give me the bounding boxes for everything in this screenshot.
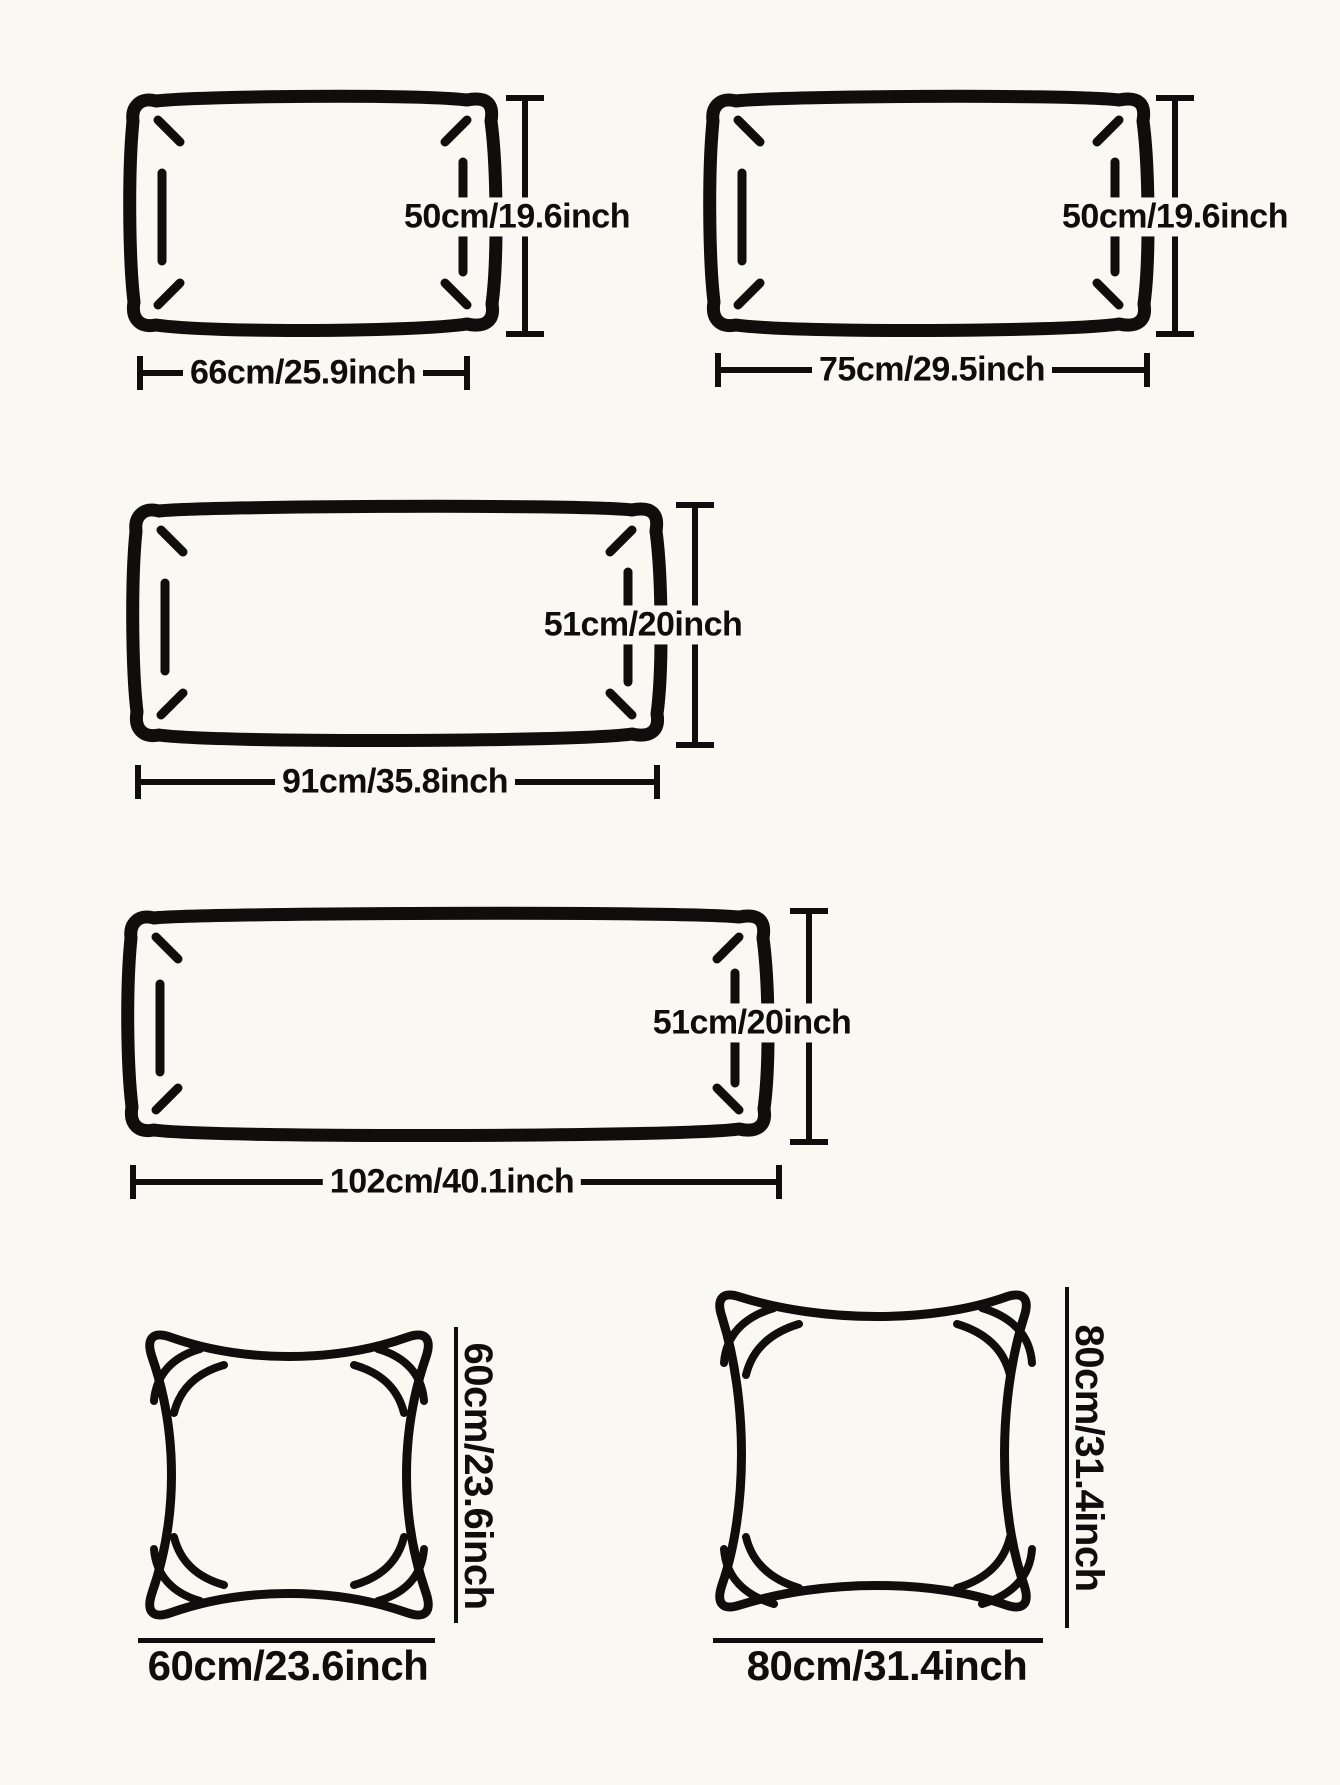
corner-stitch-mark [717,937,739,959]
height-dimension-label: 51cm/20inch [537,605,750,644]
corner-stitch-mark [610,530,632,552]
corner-stitch-mark [610,693,632,715]
pillow-60x60-illustration [128,1317,450,1633]
width-dimension-label: 91cm/35.8inch [275,762,515,801]
width-dimension-label: 75cm/29.5inch [812,350,1052,389]
corner-stitch-mark [158,120,180,142]
height-dimension-label: 80cm/31.4inch [1067,1324,1111,1592]
height-dimension-label: 50cm/19.6inch [397,197,637,236]
height-dimension-label: 50cm/19.6inch [1055,197,1295,236]
corner-stitch-mark [717,1088,739,1110]
corner-stitch-mark [1097,120,1119,142]
corner-stitch-mark [445,283,467,305]
corner-stitch-mark [158,283,180,305]
width-dimension-label: 66cm/25.9inch [183,353,423,392]
height-dimension-label: 60cm/23.6inch [456,1342,500,1610]
corner-stitch-mark [156,1088,178,1110]
height-dimension-label: 51cm/20inch [646,1003,859,1042]
corner-stitch-mark [161,693,183,715]
corner-stitch-mark [738,120,760,142]
corner-stitch-mark [1097,283,1119,305]
corner-stitch-mark [445,120,467,142]
pillow-80x80-illustration [698,1275,1058,1637]
width-dimension-label: 60cm/23.6inch [147,1641,429,1689]
width-dimension-label: 80cm/31.4inch [746,1641,1028,1689]
corner-stitch-mark [161,530,183,552]
corner-stitch-mark [156,937,178,959]
width-dimension-label: 102cm/40.1inch [323,1162,581,1201]
corner-stitch-mark [738,283,760,305]
